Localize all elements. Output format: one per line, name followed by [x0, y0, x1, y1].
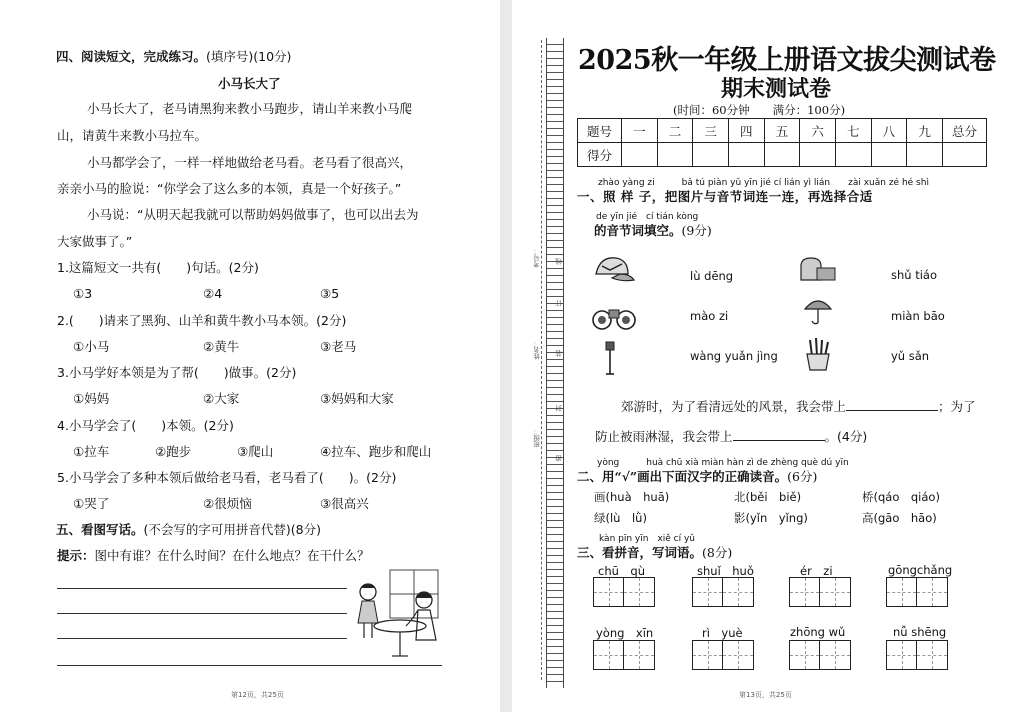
pinyin-prompt: ér zi	[800, 564, 833, 578]
writing-grid[interactable]	[692, 640, 754, 670]
score-cell[interactable]	[728, 143, 764, 167]
section2-heading: 二、用“√”画出下面汉字的正确读音。(6分)	[577, 469, 818, 484]
section2-pinyin: yòng huà chū xià miàn hàn zì de zhèng què dú yīn	[597, 458, 849, 468]
illustration-mother-daughter-table	[350, 568, 445, 663]
option[interactable]: ②大家	[203, 391, 240, 406]
score-cell[interactable]	[764, 143, 800, 167]
binding-cut-line	[541, 40, 549, 680]
section3-pinyin: kàn pīn yīn xiě cí yǔ	[599, 534, 696, 544]
binoculars-icon	[591, 300, 637, 332]
reading-choice[interactable]: 画(huà huā)	[594, 490, 670, 504]
page-footer: 第13页，共25页	[739, 691, 792, 699]
binding-label-name: 姓名：	[533, 340, 541, 360]
score-cell[interactable]	[943, 143, 987, 167]
reading-choice[interactable]: 桥(qáo qiáo)	[862, 490, 940, 504]
section3-heading: 三、看拼音，写词语。(8分)	[577, 545, 733, 560]
option[interactable]: ②跑步	[155, 444, 192, 459]
story-line: 山，请黄牛来教小马拉车。	[57, 128, 208, 143]
binding-label-class: 班级：	[533, 428, 541, 448]
binding-mark: 线	[555, 258, 563, 265]
binding-mark: 订	[555, 300, 563, 307]
score-total-label: 总分	[943, 119, 987, 143]
question-3: 3.小马学好本领是为了帮( )做事。(2分)	[57, 365, 297, 380]
writing-grid[interactable]	[886, 577, 948, 607]
writing-grid[interactable]	[692, 577, 754, 607]
pinyin-prompt: shuǐ huǒ	[697, 564, 754, 578]
pinyin-prompt: rì yuè	[702, 626, 743, 640]
score-col: 七	[835, 119, 871, 143]
story-line: 小马长大了，老马请黑狗来教小马跑步，请山羊来教小马爬	[87, 101, 413, 116]
option[interactable]: ③爬山	[237, 444, 274, 459]
score-col: 一	[622, 119, 658, 143]
score-cell[interactable]	[622, 143, 658, 167]
writing-grid[interactable]	[593, 640, 655, 670]
question-4: 4.小马学会了( )本领。(2分)	[57, 418, 234, 433]
reading-choice[interactable]: 高(gāo hāo)	[862, 511, 937, 525]
option[interactable]: ①小马	[73, 339, 110, 354]
option[interactable]: ③老马	[320, 339, 357, 354]
score-cell[interactable]	[657, 143, 693, 167]
pinyin-prompt: zhōng wǔ	[790, 625, 846, 639]
binding-mark: 密	[555, 455, 563, 462]
cap-icon	[590, 252, 636, 286]
writing-line[interactable]	[57, 613, 347, 614]
page-footer: 第12页，共25页	[231, 691, 284, 699]
option[interactable]: ③妈妈和大家	[320, 391, 394, 406]
binding-mark: 封	[555, 405, 563, 412]
score-cell[interactable]	[835, 143, 871, 167]
question-5: 5.小马学会了多种本领后做给老马看，老马看了( )。(2分)	[57, 470, 397, 485]
story-line: 大家做事了。”	[57, 234, 133, 249]
pinyin-word-yusan[interactable]: yǔ sǎn	[891, 349, 930, 363]
score-row-label: 得分	[578, 143, 622, 167]
option[interactable]: ①3	[73, 286, 93, 301]
french-fries-icon	[802, 336, 834, 372]
score-cell[interactable]	[800, 143, 836, 167]
fill-sentence-2: 防止被雨淋湿，我会带上 。(4分)	[595, 429, 868, 444]
score-col: 八	[871, 119, 907, 143]
time-info: (时间：60分钟 满分：100分)	[673, 103, 846, 117]
option[interactable]: ②很烦恼	[203, 496, 252, 511]
writing-line[interactable]	[57, 665, 442, 666]
writing-grid[interactable]	[789, 577, 851, 607]
score-col: 三	[693, 119, 729, 143]
option[interactable]: ①拉车	[73, 444, 110, 459]
section1-heading: 一、照 样 子，把图片与音节词连一连，再选择合适	[577, 189, 873, 204]
question-1: 1.这篇短文一共有( )句话。(2分)	[57, 260, 259, 275]
story-line: 小马都学会了，一样一样地做给老马看。老马看了很高兴，	[87, 155, 413, 170]
option[interactable]: ③5	[320, 286, 340, 301]
option[interactable]: ②4	[203, 286, 223, 301]
section4-heading: 四、阅读短文，完成练习。(填序号)(10分)	[56, 49, 292, 64]
pinyin-word-ludeng[interactable]: lù dēng	[690, 269, 734, 283]
street-lamp-icon	[602, 340, 618, 376]
score-cell[interactable]	[907, 143, 943, 167]
pinyin-prompt: yòng xīn	[596, 626, 654, 640]
writing-line[interactable]	[57, 588, 347, 589]
section5-heading: 五、看图写话。(不会写的字可用拼音代替)(8分)	[56, 522, 321, 537]
umbrella-icon	[803, 295, 833, 327]
writing-grid[interactable]	[593, 577, 655, 607]
section1-pinyin2: de yīn jié cí tián kòng	[596, 212, 699, 222]
score-cell[interactable]	[871, 143, 907, 167]
section1-pinyin: zhào yàng zi bǎ tú piàn yǔ yīn jié cí lián yì lián zài xuǎn zé hé shì	[598, 178, 929, 188]
score-cell[interactable]	[693, 143, 729, 167]
section1-heading2: 的音节词填空。(9分)	[594, 223, 712, 238]
pinyin-word-maozi[interactable]: mào zi	[690, 309, 729, 323]
story-line: 亲亲小马的脸说：“你学会了这么多的本领，真是一个好孩子。”	[57, 181, 402, 196]
question-2: 2.( )请来了黑狗、山羊和黄牛教小马本领。(2分)	[57, 313, 347, 328]
writing-grid[interactable]	[886, 640, 948, 670]
story-title: 小马长大了	[218, 76, 281, 91]
bread-icon	[797, 256, 837, 282]
pinyin-prompt: nǚ shēng	[893, 625, 947, 639]
pinyin-word-wangyuanjing[interactable]: wàng yuǎn jìng	[690, 349, 778, 363]
fill-blank[interactable]	[733, 429, 825, 441]
score-col: 九	[907, 119, 943, 143]
pinyin-prompt: gōngchǎng	[888, 563, 953, 577]
option[interactable]: ②黄牛	[203, 339, 240, 354]
reading-choice[interactable]: 绿(lù lǜ)	[594, 511, 647, 525]
writing-grid[interactable]	[789, 640, 851, 670]
option[interactable]: ④拉车、跑步和爬山	[320, 444, 432, 459]
binding-mark: 装	[555, 350, 563, 357]
reading-choice[interactable]: 北(běi biě)	[734, 490, 802, 504]
reading-choice[interactable]: 影(yǐn yǐng)	[734, 511, 808, 525]
hint-text: 提示：图中有谁？在什么时间？在什么地点？在干什么？	[57, 548, 370, 563]
score-table	[577, 118, 987, 167]
score-col: 四	[728, 119, 764, 143]
exam-subtitle: 期末测试卷	[721, 76, 832, 102]
pinyin-prompt: chū qù	[598, 564, 645, 578]
binding-label-kaohao: 考号：	[533, 248, 541, 268]
score-col: 二	[657, 119, 693, 143]
pinyin-word-shutiao[interactable]: shǔ tiáo	[891, 268, 938, 282]
exam-title: 2025秋一年级上册语文拔尖测试卷	[578, 45, 996, 76]
score-col: 五	[764, 119, 800, 143]
story-line: 小马说：“从明天起我就可以帮助妈妈做事了，也可以出去为	[87, 207, 419, 222]
option[interactable]: ③很高兴	[320, 496, 369, 511]
writing-line[interactable]	[57, 638, 347, 639]
score-header-label: 题号	[578, 119, 622, 143]
fill-blank[interactable]	[846, 399, 938, 411]
option[interactable]: ①妈妈	[73, 391, 110, 406]
fill-sentence-1: 郊游时，为了看清远处的风景，我会带上 ；为了	[621, 399, 976, 414]
score-col: 六	[800, 119, 836, 143]
pinyin-word-mianbao[interactable]: miàn bāo	[891, 309, 945, 323]
option[interactable]: ①哭了	[73, 496, 110, 511]
